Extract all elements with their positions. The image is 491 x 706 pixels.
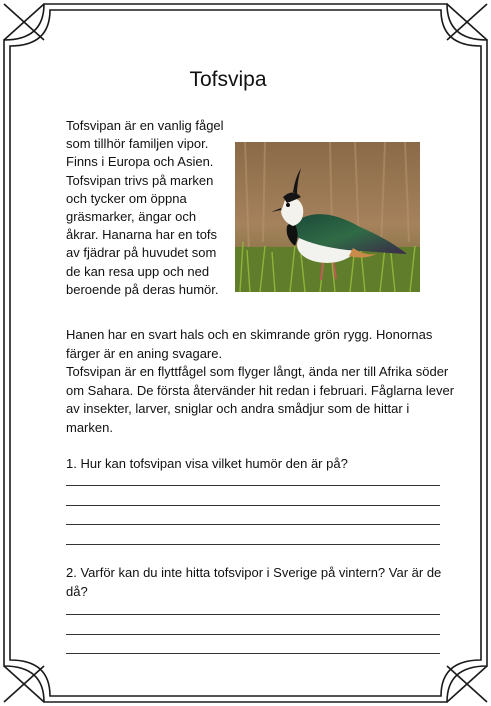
answer-line[interactable] [66,524,440,525]
question-1: 1. Hur kan tofsvipan visa vilket humör den är på? [66,456,348,471]
answer-line[interactable] [66,653,440,654]
body-paragraph: Tofsvipan är en flyttfågel som flyger långt, ända ner till Afrika söder om Sahara. De första återvänder hit redan i februari. Fåglarna lever av insekter, larver, sniglar och andra smådjur som de hittar i marken. [66,364,455,435]
intro-paragraph: Tofsvipan är en vanlig fågel som tillhör familjen vipor. Finns i Europa och Asien. Tofsvipan trivs på marken och tycker om öppna gräsmarker, ängar och åkrar. Hanarna har en tofs av fjädrar på huvudet som de kan resa upp och ned beroende på deras humör. [66,118,224,297]
answer-line[interactable] [66,505,440,506]
answer-line[interactable] [66,544,440,545]
answer-line[interactable] [66,634,440,635]
question-2: 2. Varför kan du inte hitta tofsvipor i Sverige på vintern? Var är de då? [66,565,442,599]
body-text [66,326,456,438]
lapwing-bird-image [235,142,420,292]
answer-line[interactable] [66,485,440,486]
body-paragraph: Hanen har en svart hals och en skimrande grön rygg. Honornas färger är en aning svagare. [66,327,433,361]
answer-lines-1 [66,485,440,563]
answer-line[interactable] [66,614,440,615]
answer-lines-2 [66,614,440,673]
page-title: Tofsvipa [189,68,267,91]
lapwing-photo [235,142,420,292]
